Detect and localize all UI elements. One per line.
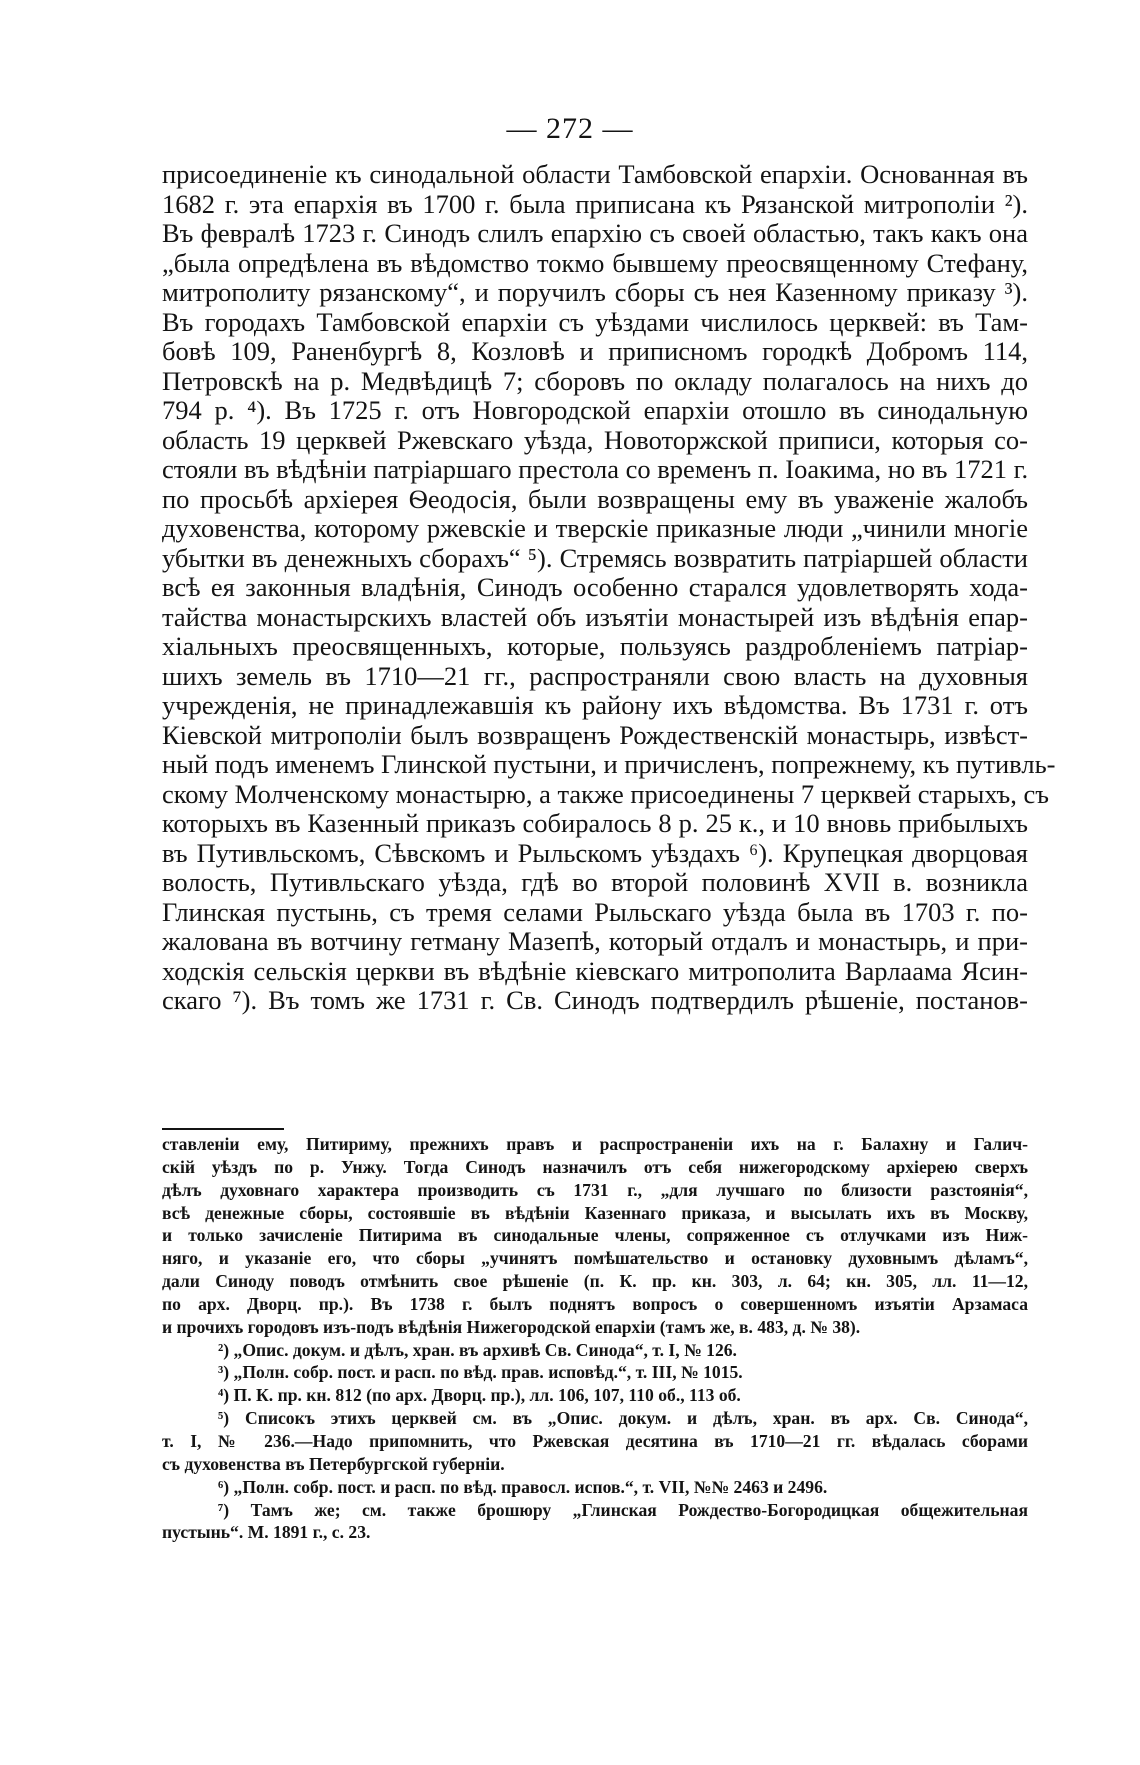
footnote-line: т. I, № 236.—Надо припомнить, что Ржевская десятина въ 1710—21 гг. вѣдалась сборами bbox=[162, 1430, 1028, 1451]
main-text bbox=[162, 159, 1056, 1016]
footnote-line: пустынь“. М. 1891 г., с. 23. bbox=[162, 1522, 371, 1543]
text-line: учрежденія, не принадлежавшія къ району ихъ вѣдомства. Въ 1731 г. отъ bbox=[162, 690, 1028, 720]
text-line: Кіевской митрополіи былъ возвращенъ Рождественскій монастырь, извѣст- bbox=[162, 719, 1028, 750]
text-line: митрополиту рязанскому“, и поручилъ сборы съ нея Казенному приказу ³). bbox=[162, 277, 1028, 307]
text-line: присоединеніе къ синодальной области Тамбовской епархіи. Основанная въ bbox=[162, 159, 1028, 189]
footnotes bbox=[162, 1133, 1028, 1544]
text-line: скому Молченскому монастырю, а также присоединены 7 церквей старыхъ, съ bbox=[162, 778, 1049, 809]
footnote-line: съ духовенства въ Петербургской губерніи. bbox=[162, 1453, 505, 1474]
footnote-line: ²) „Опис. докум. и дѣлъ, хран. въ архивѣ Св. Синода“, т. I, № 126. bbox=[218, 1339, 737, 1360]
text-line: скаго ⁷). Въ томъ же 1731 г. Св. Синодъ подтвердилъ рѣшеніе, постанов- bbox=[162, 985, 1028, 1015]
text-line: ходскія сельскія церкви въ вѣдѣніе кіевскаго митрополита Варлаама Ясин- bbox=[162, 955, 1028, 986]
footnote-line: ⁶) „Полн. собр. пост. и расп. по вѣд. правосл. испов.“, т. VII, №№ 2463 и 2496. bbox=[218, 1476, 828, 1497]
text-line: бовѣ 109, Раненбургѣ 8, Козловѣ и приписномъ городкѣ Добромъ 114, bbox=[162, 336, 1028, 366]
text-line: всѣ ея законныя владѣнія, Синодъ особенно старался удовлетворять хода- bbox=[162, 572, 1028, 602]
text-line: волость, Путивльскаго уѣзда, гдѣ во второй половинѣ XVII в. возникла bbox=[162, 867, 1028, 897]
text-line: Въ февралѣ 1723 г. Синодъ слилъ епархію съ своей областью, такъ какъ она bbox=[162, 218, 1028, 248]
text-line: жалована въ вотчину гетману Мазепѣ, который отдалъ и монастырь, и при- bbox=[162, 926, 1028, 956]
text-line: 1682 г. эта епархія въ 1700 г. была приписана къ Рязанской митрополіи ²). bbox=[162, 188, 1028, 219]
text-line: убытки въ денежныхъ сборахъ“ ⁵). Стремясь возвратить патріаршей области bbox=[162, 542, 1028, 573]
text-line: въ Путивльскомъ, Сѣвскомъ и Рыльскомъ уѣздахъ ⁶). Крупецкая дворцовая bbox=[162, 837, 1028, 868]
page-number: — 272 — bbox=[506, 112, 634, 145]
footnote-line: дѣлъ духовнаго характера производить съ 1731 г., „для лучшаго по близости разстоянія“, bbox=[162, 1179, 1028, 1200]
text-line: ный подъ именемъ Глинской пустыни, и причисленъ, попрежнему, къ путивль- bbox=[162, 749, 1056, 779]
footnote-line: всѣ денежные сборы, состоявшіе въ вѣдѣніи Казеннаго приказа, и высылать ихъ въ Москву, bbox=[162, 1202, 1028, 1223]
footnote-line: ставленіи ему, Питириму, прежнихъ правъ и распространеніи ихъ на г. Балахну и Галич- bbox=[162, 1134, 1028, 1154]
footnote-line: скій уѣздъ по р. Унжу. Тогда Синодъ назначилъ отъ себя нижегородскому архіерею сверхъ bbox=[162, 1156, 1028, 1177]
footnote-separator bbox=[162, 1128, 284, 1130]
text-line: духовенства, которому ржевскіе и тверскіе приказные люди „чинили многіе bbox=[162, 513, 1028, 543]
text-line: шихъ земель въ 1710—21 гг., распространяли свою власть на духовныя bbox=[162, 660, 1028, 691]
footnote-line: ⁴) П. К. пр. кн. 812 (по арх. Дворц. пр.), лл. 106, 107, 110 об., 113 об. bbox=[218, 1385, 741, 1406]
footnote-line: дали Синоду поводъ отмѣнить свое рѣшеніе (п. К. пр. кн. 303, л. 64; кн. 305, лл. 11—12, bbox=[162, 1271, 1028, 1292]
text-line: Глинская пустынь, съ тремя селами Рыльскаго уѣзда была въ 1703 г. по- bbox=[162, 896, 1028, 927]
text-line: стояли въ вѣдѣніи патріаршаго престола со временъ п. Іоакима, но въ 1721 г. bbox=[162, 454, 1029, 484]
text-line: область 19 церквей Ржевскаго уѣзда, Новоторжской приписи, которыя со- bbox=[162, 424, 1028, 455]
text-line: по просьбѣ архіерея Ѳеодосія, были возвращены ему въ уваженіе жалобъ bbox=[162, 483, 1028, 514]
text-line: тайства монастырскихъ властей объ изъятіи монастырей изъ вѣдѣнія епар- bbox=[162, 601, 1028, 632]
footnote-line: и прочихъ городовъ изъ-подъ вѣдѣнія Нижегородской епархіи (тамъ же, в. 483, д. № 38). bbox=[162, 1316, 861, 1337]
text-line: 794 р. ⁴). Въ 1725 г. отъ Новгородской епархіи отошло въ синодальную bbox=[162, 395, 1028, 425]
footnote-line: ³) „Полн. собр. пост. и расп. по вѣд. прав. исповѣд.“, т. III, № 1015. bbox=[218, 1362, 743, 1383]
footnote-line: ⁵) Списокъ этихъ церквей см. въ „Опис. докум. и дѣлъ, хран. въ арх. Св. Синода“, bbox=[218, 1408, 1028, 1429]
text-line: хіальныхъ преосвященныхъ, которые, пользуясь раздробленіемъ патріар- bbox=[162, 631, 1028, 661]
footnote-line: по арх. Дворц. пр.). Въ 1738 г. былъ поднятъ вопросъ о совершенномъ изъятіи Арзамаса bbox=[162, 1293, 1028, 1314]
text-line: Въ городахъ Тамбовской епархіи съ уѣздами числилось церквей: въ Там- bbox=[162, 306, 1028, 337]
text-line: „была опредѣлена въ вѣдомство токмо бывшему преосвященному Стефану, bbox=[162, 247, 1028, 278]
footnote-line: и только зачисленіе Питирима въ синодальные члены, сопряженное съ отлучками изъ Ниж- bbox=[162, 1225, 1028, 1246]
text-line: Петровскѣ на р. Медвѣдицѣ 7; сборовъ по окладу полагалось на нихъ до bbox=[162, 365, 1028, 396]
text-line: которыхъ въ Казенный приказъ собиралось 8 р. 25 к., и 10 вновь прибылыхъ bbox=[162, 808, 1028, 838]
footnote-line: няго, и указаніе его, что сборы „учинятъ помѣшательство и остановку духовнымъ дѣламъ“, bbox=[162, 1248, 1028, 1269]
footnote-line: ⁷) Тамъ же; см. также брошюру „Глинская Рождество-Богородицкая общежительная bbox=[218, 1499, 1028, 1520]
